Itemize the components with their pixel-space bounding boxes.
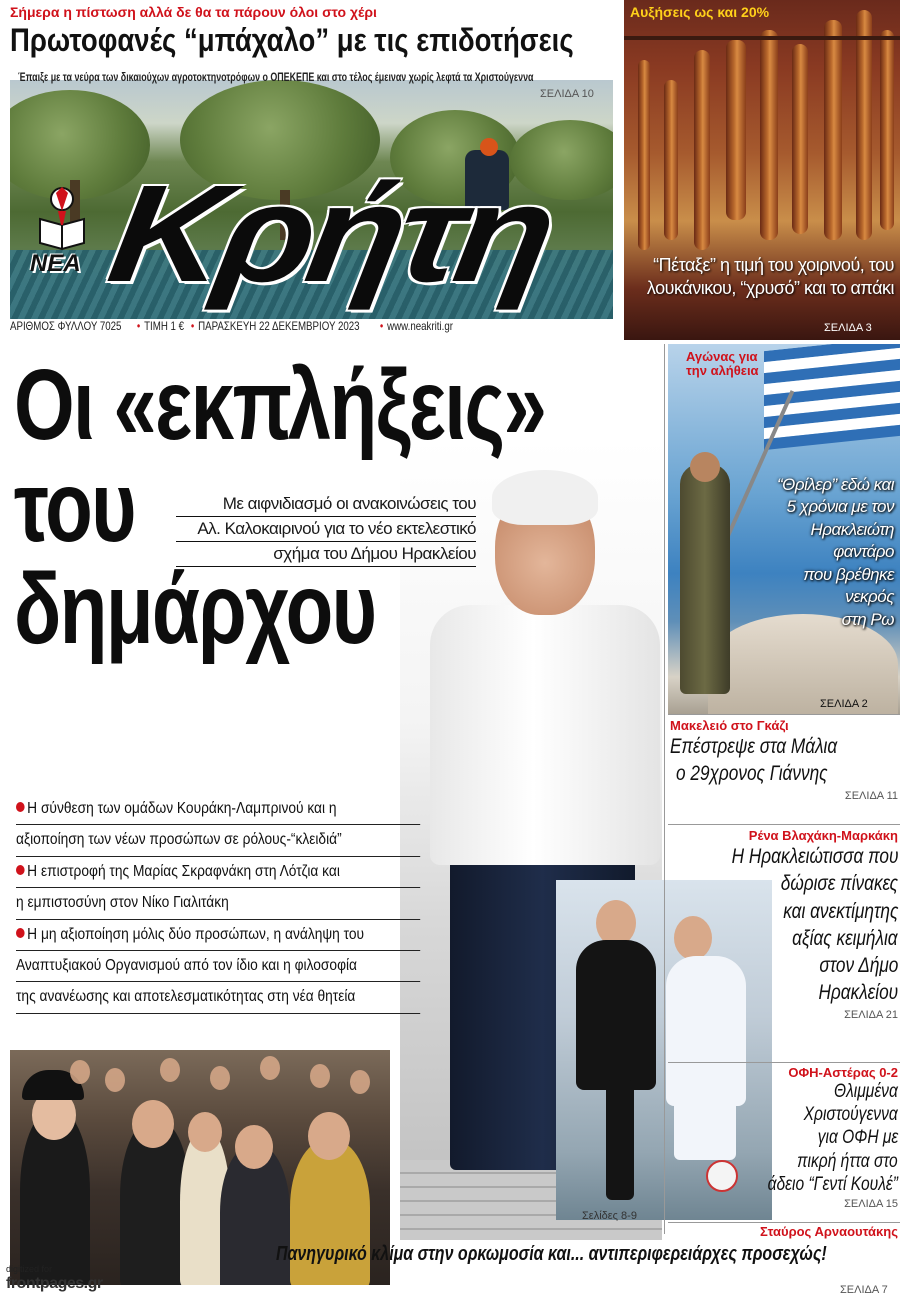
issue-info-bar — [10, 319, 613, 335]
sausage-price-promo[interactable] — [624, 0, 900, 340]
section-divider — [668, 1222, 900, 1223]
gazi-story-tag: Μακελειό στο Γκάζι — [670, 718, 789, 733]
issue-separator: • — [191, 319, 195, 333]
gazi-story[interactable] — [670, 718, 898, 802]
lead-headline-line: Οι «εκπλήξεις» — [14, 349, 546, 461]
vlachaki-story-tag: Ρένα Βλαχάκη-Μαρκάκη — [748, 828, 898, 843]
pen-book-emblem-icon — [36, 185, 88, 251]
bullet-item: Η σύνθεση των ομάδων Κουράκη-Λαμπρινού και η — [16, 794, 420, 825]
lead-subhead-line: Αλ. Καλοκαιρινού για το νέο εκτελεστικό — [176, 517, 476, 542]
soldier-story-box[interactable] — [668, 344, 900, 714]
stavros-story-tag: Σταύρος Αρναουτάκης — [760, 1224, 898, 1239]
bullet-item: Η μη αξιοποίηση μόλις δύο προσώπων, η ανάληψη του — [16, 920, 420, 951]
greek-flag-graphic — [764, 344, 900, 451]
bullet-item-cont: Αναπτυξιακού Οργανισμού από τον ίδιο και η φιλοσοφία — [16, 951, 420, 982]
ofi-story-tag: ΟΦΗ-Αστέρας 0-2 — [788, 1065, 898, 1080]
soldier-story-tag: Αγώνας για την αλήθεια — [686, 349, 759, 379]
vlachaki-page-ref: ΣΕΛΙΔΑ 21 — [844, 1008, 898, 1021]
column-divider — [664, 344, 665, 1234]
vlachaki-story[interactable] — [670, 828, 898, 1021]
top-story-subhead: Έπαιξε με τα νεύρα των δικαιούχων αγροτοκτηνοτρόφων ο ΟΠΕΚΕΠΕ και στο τέλος έμειναν χωρίς λεφτά τα Χριστούγεννα — [18, 70, 534, 84]
promo-tag: Αυξήσεις ως και 20% — [630, 4, 770, 20]
lead-subhead-line: Με αιφνιδιασμό οι ανακοινώσεις του — [176, 492, 476, 517]
issue-price: ΤΙΜΗ 1 € — [143, 319, 184, 333]
ofi-page-ref: ΣΕΛΙΔΑ 15 — [844, 1197, 898, 1210]
bottom-banner-page-ref: ΣΕΛΙΔΑ 7 — [840, 1284, 888, 1296]
top-story-headline: Πρωτοφανές “μπάχαλο” με τις επιδοτήσεις — [10, 22, 574, 58]
bullet-item-cont: η εμπιστοσύνη στον Νίκο Γιαλιτάκη — [16, 888, 420, 919]
gazi-page-ref: ΣΕΛΙΔΑ 11 — [844, 789, 898, 802]
promo-line: λουκάνικου, “χρυσό” και το απάκι — [646, 277, 894, 298]
bullet-dot-icon — [16, 928, 25, 938]
bullet-item-cont: αξιοποίηση των νέων προσώπων σε ρόλους-“κλειδιά” — [16, 825, 420, 856]
bullet-dot-icon — [16, 865, 25, 875]
vlachaki-story-headline: Η Ηρακλειώτισσα που δώρισε πίνακες και ανεκτίμητης αξίας κειμήλια στον Δήμο Ηρακλείου — [731, 845, 898, 1005]
digitized-credit — [6, 1265, 103, 1292]
issue-number: ΑΡΙΘΜΟΣ ΦΥΛΛΟΥ 7025 — [10, 319, 122, 333]
stavros-story-tag-block — [670, 1224, 898, 1239]
gazi-story-headline: Επέστρεψε στα Μάλια ο 29χρονος Γιάννης — [670, 735, 838, 786]
issue-separator: • — [136, 319, 141, 333]
promo-page-ref: ΣΕΛΙΔΑ 3 — [824, 322, 872, 334]
bullet-dot-icon — [16, 802, 25, 812]
issue-separator: • — [380, 319, 384, 333]
top-story-strap: Σήμερα η πίστωση αλλά δε θα τα πάρουν όλοι στο χέρι — [10, 4, 377, 20]
ofi-story-headline: Θλιμμένα Χριστούγεννα για ΟΦΗ με πικρή ήττα στο άδειο “Γεντί Κουλέ” — [767, 1081, 898, 1195]
soldier-story-headline: “Θρίλερ” εδώ και 5 χρόνια με τον Ηρακλειώτη φαντάρο που βρέθηκε νεκρός στη Ρω — [776, 475, 894, 629]
lead-bullet-list — [16, 794, 426, 1014]
bullet-item-cont: της ανανέωσης και αποτελεσματικότητας στη νέα θητεία — [16, 982, 420, 1013]
lead-subhead-line: σχήμα του Δήμου Ηρακλείου — [176, 542, 476, 567]
masthead-logo — [30, 157, 590, 311]
top-story-page-ref: ΣΕΛΙΔΑ 10 — [540, 88, 594, 100]
bottom-banner-headline[interactable]: Πανηγυρικό κλίμα στην ορκωμοσία και... αντιπεριφερειάρχες προσεχώς! — [276, 1243, 827, 1265]
issue-website[interactable]: www.neakriti.gr — [387, 319, 454, 333]
lead-headline-line: δημάρχου — [14, 553, 376, 665]
soldier-page-ref: ΣΕΛΙΔΑ 2 — [820, 698, 868, 710]
section-divider — [668, 714, 900, 715]
credit-site[interactable]: frontpages.gr — [6, 1274, 103, 1292]
lead-page-ref: Σελίδες 8-9 — [582, 1210, 637, 1222]
masthead-prefix: ΝΕΑ — [30, 250, 81, 277]
ofi-match-story[interactable] — [670, 1065, 898, 1210]
masthead-title: Κρήτη — [99, 157, 560, 311]
top-story-band — [0, 0, 622, 340]
promo-line: “Πέταξε” η τιμή του χοιρινού, του — [653, 255, 894, 275]
soldier-figure — [680, 464, 730, 694]
section-divider — [668, 1062, 900, 1063]
promo-headline — [630, 254, 894, 299]
bullet-item: Η επιστροφή της Μαρίας Σκραφνάκη στη Λότζια και — [16, 857, 420, 888]
section-divider — [668, 824, 900, 825]
lead-headline-line: του — [14, 451, 136, 563]
issue-date: ΠΑΡΑΣΚΕΥΗ 22 ΔΕΚΕΜΒΡΙΟΥ 2023 — [197, 319, 360, 333]
lead-subhead — [176, 492, 476, 567]
credit-line: digitized for — [6, 1264, 53, 1274]
